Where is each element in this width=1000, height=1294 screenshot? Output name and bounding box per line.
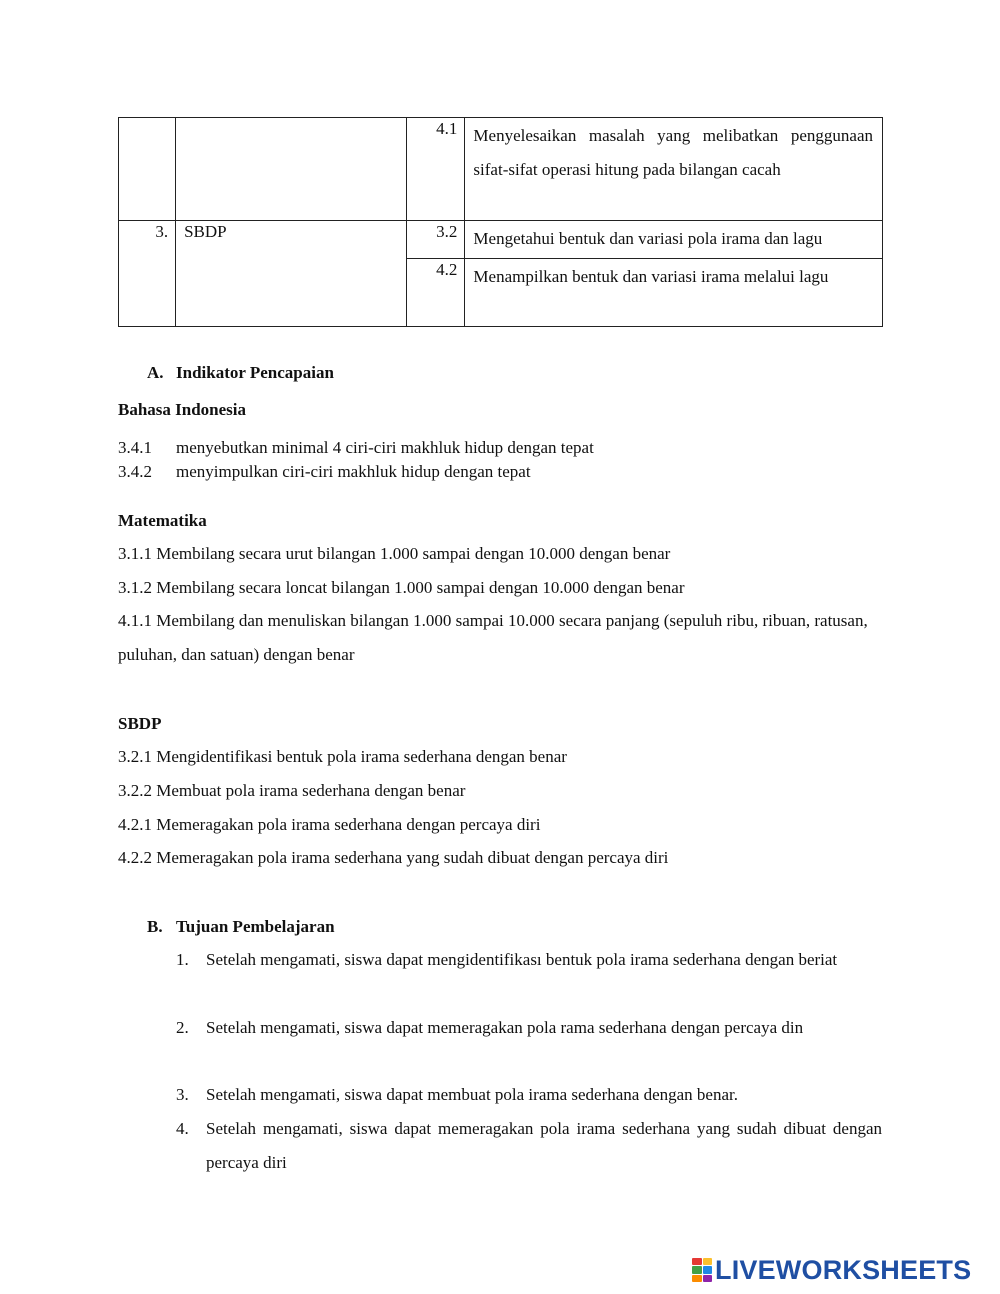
indicator-line: 3.2.2 Membuat pola irama sederhana dengan benar [118, 781, 466, 800]
indicator-code: 3.4.2 [118, 462, 152, 481]
list-item-number: 3. [176, 1085, 189, 1104]
section-a-title: Indikator Pencapaian [176, 363, 334, 382]
bahasa-heading: Bahasa Indonesia [118, 400, 247, 419]
indicator-text: menyebutkan minimal 4 ciri-ciri makhluk hidup dengan tepat [176, 438, 594, 457]
liveworksheets-logo[interactable] [692, 1256, 971, 1284]
indicator-line: 3.2.1 Mengidentifikasi bentuk pola irama sederhana dengan benar [118, 747, 567, 766]
table-cell-subject [176, 118, 407, 221]
matematika-heading: Matematika [118, 511, 207, 530]
table-cell-description: Mengetahui bentuk dan variasi pola irama dan lagu [465, 221, 883, 259]
indicator-line: 3.1.2 Membilang secara loncat bilangan 1.000 sampai dengan 10.000 dengan benar [118, 578, 685, 597]
section-b-title: Tujuan Pembelajaran [176, 917, 335, 936]
section-b-letter: B. [147, 917, 163, 936]
list-item-number: 4. [176, 1119, 189, 1138]
table-cell-description: Menyelesaikan masalah yang melibatkan penggunaan sifat-sifat operasi hitung pada bilangan cacah [465, 118, 883, 221]
table-row [119, 118, 883, 221]
section-a-letter: A. [147, 363, 164, 382]
list-item [176, 1011, 882, 1045]
indicator-code: 3.4.1 [118, 438, 152, 457]
indicator-text: menyimpulkan ciri-ciri makhluk hidup dengan tepat [176, 462, 531, 481]
logo-mark-icon [692, 1258, 712, 1282]
table-cell-subject: SBDP [176, 221, 407, 327]
table-cell-no: 3. [119, 221, 176, 327]
indicator-line: 4.1.1 Membilang dan menuliskan bilangan 1.000 sampai 10.000 secara panjang (sepuluh ribu, ribuan, ratusan, puluhan, dan satuan) dengan benar [118, 611, 868, 664]
list-item-number: 2. [176, 1018, 189, 1037]
list-item [176, 1112, 882, 1180]
list-item-text: Setelah mengamati, siswa dapat memeragakan pola rama sederhana dengan percaya din [206, 1018, 804, 1037]
competency-table [118, 117, 883, 327]
table-cell-no [119, 118, 176, 221]
list-item [176, 943, 882, 977]
table-cell-code: 4.2 [407, 259, 465, 327]
indicator-line: 4.2.1 Memeragakan pola irama sederhana dengan percaya diri [118, 815, 541, 834]
list-item-text: Setelah mengamati, siswa dapat mengidentifikası bentuk pola irama sederhana dengan beriat [206, 950, 838, 969]
list-item-text: Setelah mengamati, siswa dapat membuat pola irama sederhana dengan benar. [206, 1085, 738, 1104]
indicator-line: 4.2.2 Memeragakan pola irama sederhana yang sudah dibuat dengan percaya diri [118, 848, 669, 867]
list-item [176, 1078, 882, 1112]
table-cell-code: 3.2 [407, 221, 465, 259]
sbdp-heading: SBDP [118, 714, 162, 733]
indicator-line: 3.1.1 Membilang secara urut bilangan 1.000 sampai dengan 10.000 dengan benar [118, 544, 671, 563]
list-item-text: Setelah mengamati, siswa dapat memeragakan pola irama sederhana yang sudah dibuat dengan percaya diri [206, 1119, 882, 1172]
table-cell-description: Menampilkan bentuk dan variasi irama melalui lagu [465, 259, 883, 327]
list-item-number: 1. [176, 950, 189, 969]
logo-text: LIVEWORKSHEETS [715, 1254, 972, 1285]
table-cell-code: 4.1 [407, 118, 465, 221]
table-row [119, 221, 883, 259]
